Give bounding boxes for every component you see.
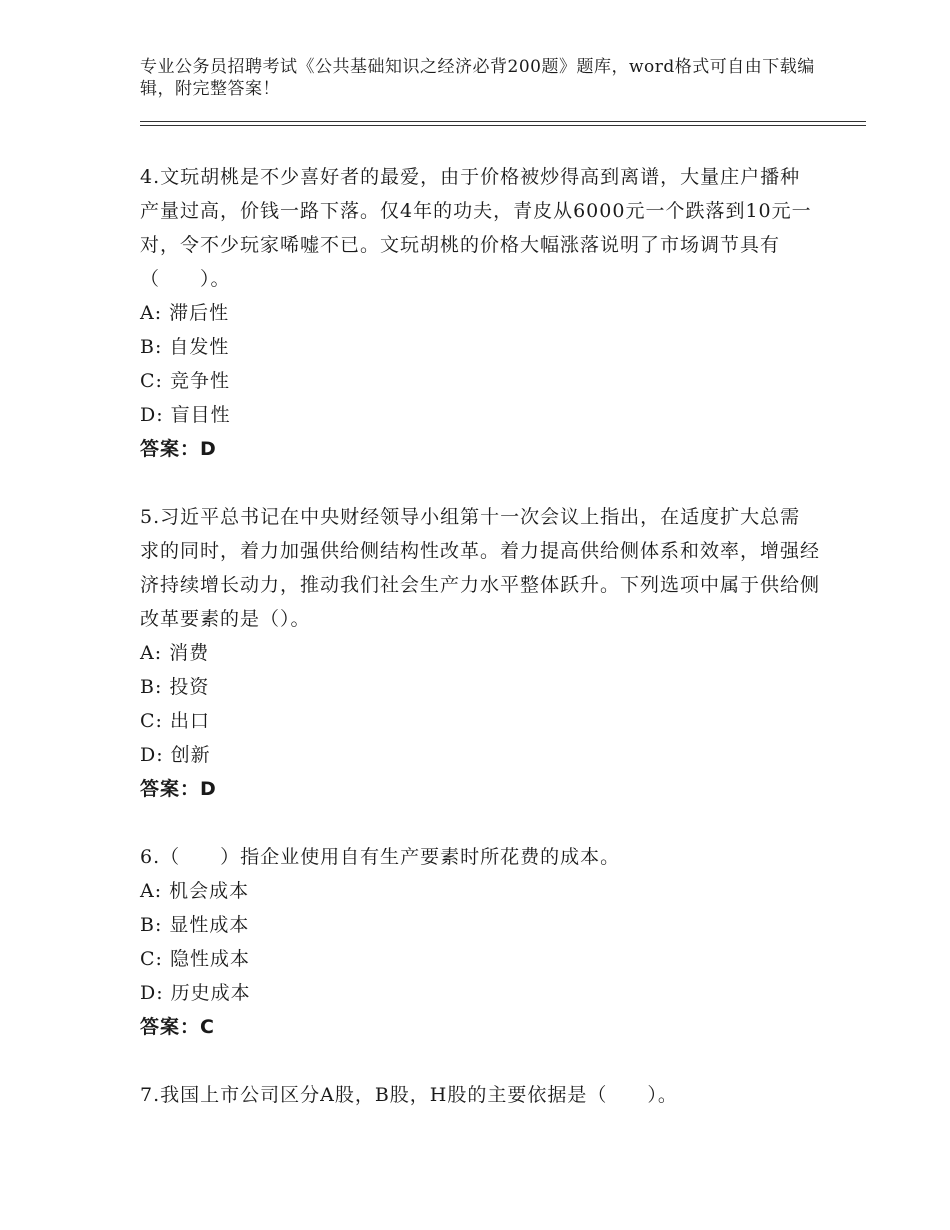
- header-divider-bottom: [140, 125, 866, 126]
- option-a: A: 消费: [140, 642, 210, 664]
- option-d: D: 盲目性: [140, 404, 231, 426]
- question-6: [140, 840, 820, 1044]
- question-stem: 6.（ ）指企业使用自有生产要素时所花费的成本。: [140, 846, 621, 868]
- option-b: B: 显性成本: [140, 914, 250, 936]
- header-divider-top: [140, 121, 866, 122]
- option-a: A: 机会成本: [140, 880, 250, 902]
- question-7: [140, 1078, 820, 1112]
- option-c: C: 出口: [140, 710, 210, 732]
- option-c: C: 隐性成本: [140, 948, 250, 970]
- option-c: C: 竞争性: [140, 370, 230, 392]
- option-d: D: 历史成本: [140, 982, 251, 1004]
- question-stem: 7.我国上市公司区分A股，B股，H股的主要依据是（ ）。: [140, 1084, 678, 1106]
- option-b: B: 自发性: [140, 336, 230, 358]
- question-list: [140, 160, 820, 1112]
- option-a: A: 滞后性: [140, 302, 230, 324]
- question-stem: 5.习近平总书记在中央财经领导小组第十一次会议上指出，在适度扩大总需求的同时，着力加强供给侧结构性改革。着力提高供给侧体系和效率，增强经济持续增长动力，推动我们社会生产力水平整体跃升。下列选项中属于供给侧改革要素的是（）。: [140, 506, 821, 630]
- option-d: D: 创新: [140, 744, 211, 766]
- document-header: 专业公务员招聘考试《公共基础知识之经济必背200题》题库，word格式可自由下载编辑，附完整答案！: [140, 57, 815, 99]
- question-4: [140, 160, 820, 466]
- answer-label: 答案：C: [140, 1016, 215, 1038]
- question-5: [140, 500, 820, 806]
- answer-label: 答案：D: [140, 778, 217, 800]
- question-stem: 4.文玩胡桃是不少喜好者的最爱，由于价格被炒得高到离谱，大量庄户播种产量过高，价钱一路下落。仅4年的功夫，青皮从6000元一个跌落到10元一对，令不少玩家唏嘘不已。文玩胡桃的价格大幅涨落说明了市场调节具有（ ）。: [140, 166, 812, 290]
- option-b: B: 投资: [140, 676, 210, 698]
- answer-label: 答案：D: [140, 438, 217, 460]
